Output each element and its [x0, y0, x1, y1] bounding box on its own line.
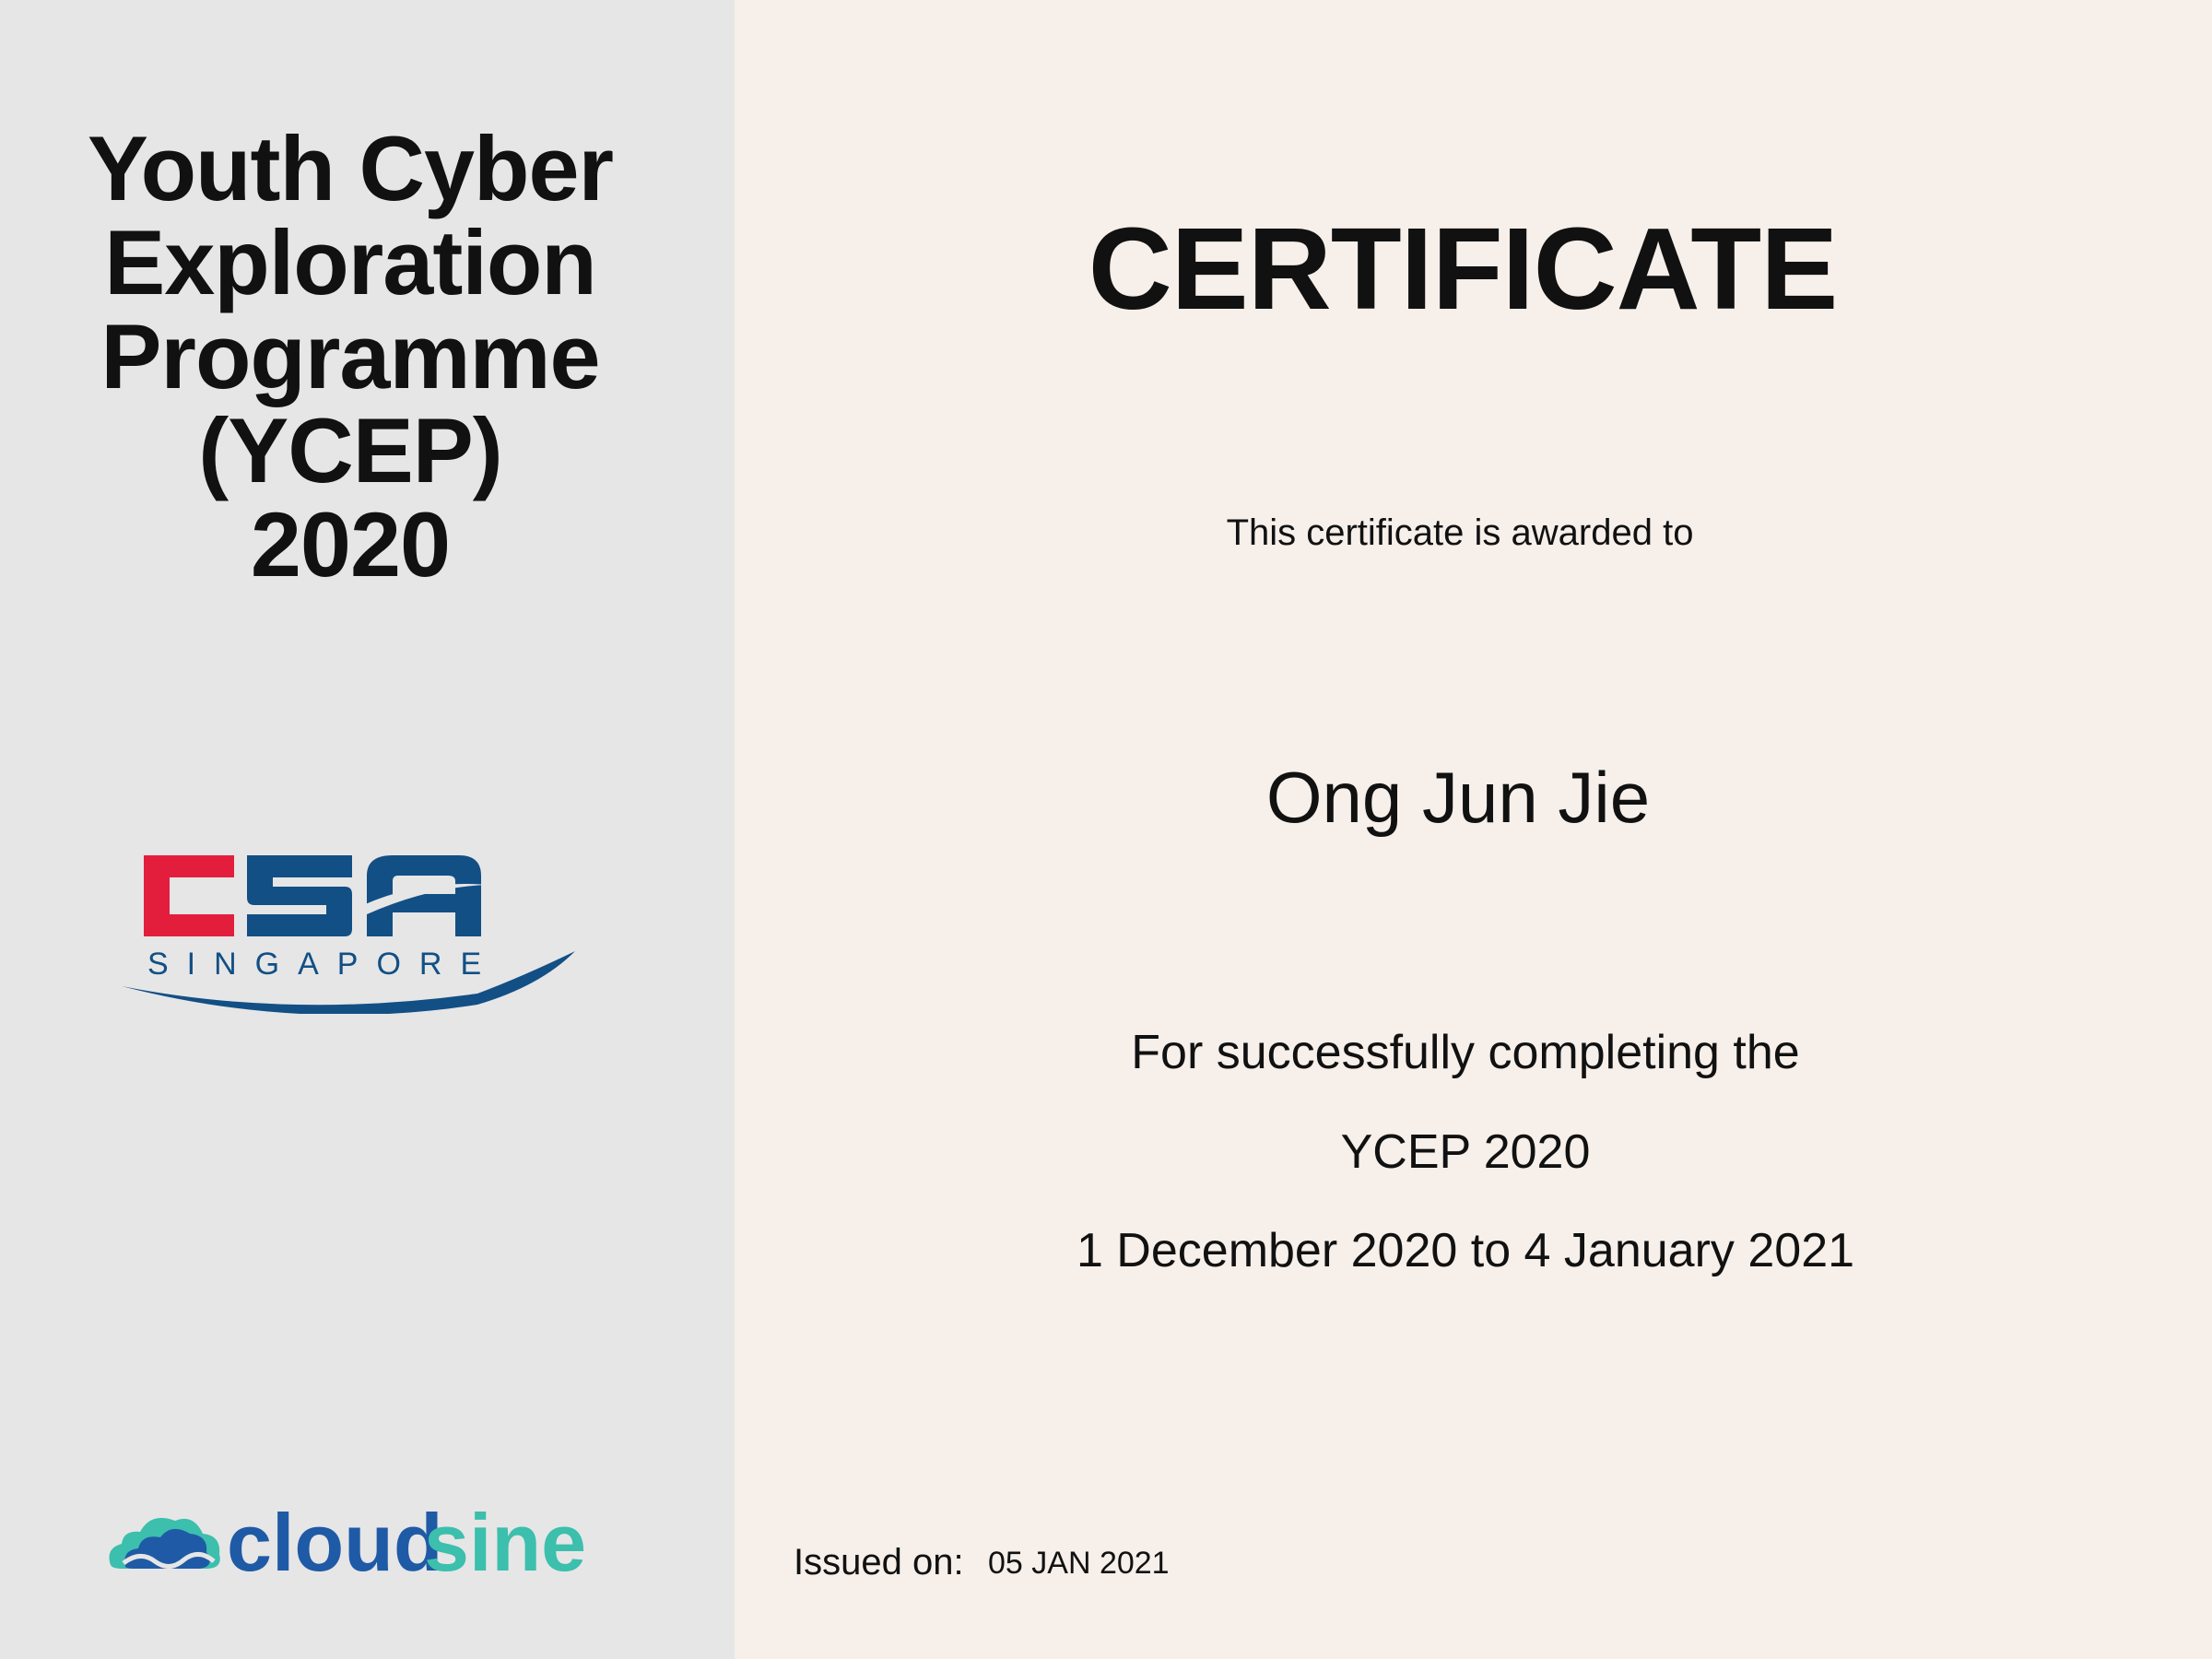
programme-dates: 1 December 2020 to 4 January 2021 [1076, 1224, 1855, 1277]
completion-text: For successfully completing the [1131, 1026, 1800, 1079]
csa-letter-s-icon [247, 855, 352, 936]
programme-title-line: Youth Cyber [87, 117, 614, 219]
programme-title-line: (YCEP) [198, 399, 502, 501]
issued-on-label: Issued on: [794, 1542, 964, 1583]
programme-title-line: 2020 [250, 493, 451, 595]
certificate-title: CERTIFICATE [1088, 204, 1838, 334]
cloudsine-cloud-text: cloud [227, 1497, 443, 1585]
programme-name: YCEP 2020 [1340, 1125, 1591, 1179]
certificate-body [735, 0, 2212, 1659]
cloud-icon [110, 1518, 220, 1569]
csa-subtitle-text: SINGAPORE [147, 947, 500, 982]
programme-title [0, 117, 700, 595]
programme-title-line: Programme [100, 305, 600, 407]
recipient-name: Ong Jun Jie [1265, 757, 1651, 838]
cloudsine-sine-text: sine [424, 1497, 587, 1585]
issued-on-date: 05 JAN 2021 [988, 1546, 1170, 1581]
sidebar-panel [0, 0, 735, 1659]
csa-letter-a-icon [367, 855, 481, 936]
cloudsine-logo [103, 1493, 601, 1585]
csa-letter-c-icon [144, 855, 234, 936]
awarded-to-text: This certificate is awarded to [1226, 512, 1694, 553]
csa-singapore-logo [116, 848, 577, 1014]
programme-title-line: Exploration [104, 211, 596, 313]
